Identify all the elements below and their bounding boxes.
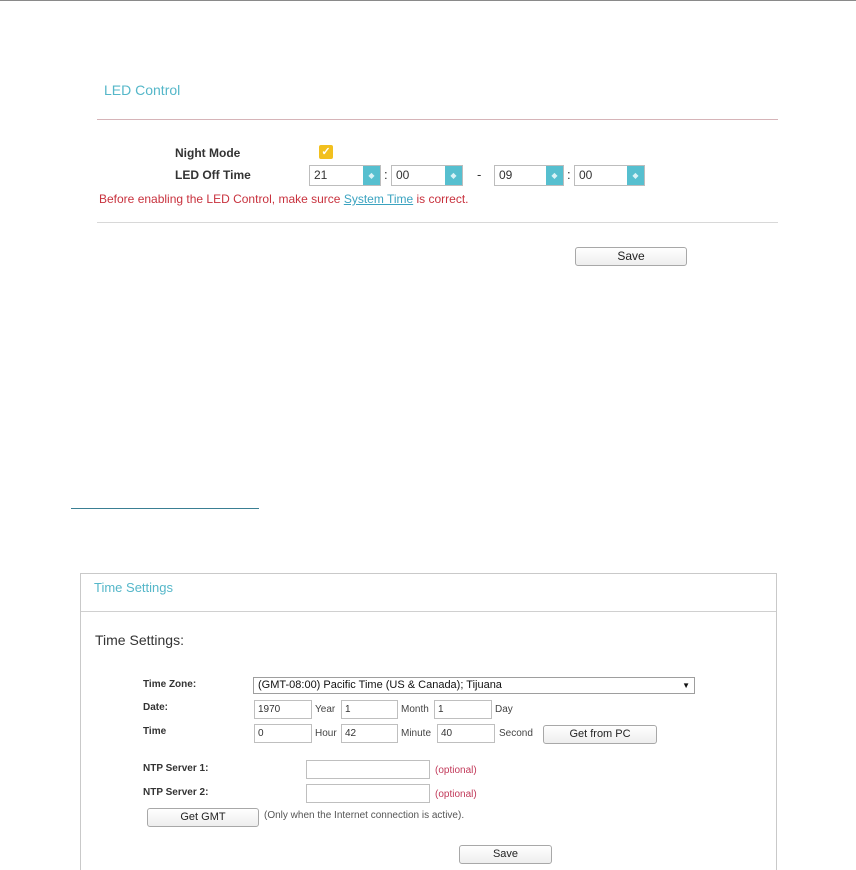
time-settings-title: Time Settings [94,580,173,595]
start-minute-value: 00 [396,168,410,182]
stepper-arrows-icon[interactable]: ◆ [627,166,644,185]
get-from-pc-button[interactable]: Get from PC [543,725,657,744]
time-settings-heading: Time Settings: [95,632,184,648]
optional-hint: (optional) [435,789,477,800]
start-hour-value: 21 [314,168,328,182]
end-hour-value: 09 [499,168,513,182]
second-field[interactable]: 40 [437,724,495,743]
time-colon: : [567,167,571,182]
ntp-server-1-input[interactable] [306,760,430,779]
optional-hint: (optional) [435,765,477,776]
led-save-button[interactable]: Save [575,247,687,266]
time-zone-label: Time Zone: [143,679,197,690]
date-label: Date: [143,702,169,713]
night-mode-label: Night Mode [175,146,241,160]
led-control-title: LED Control [104,82,181,98]
range-dash: - [477,167,482,182]
time-zone-select[interactable] [253,677,695,694]
ntp-server-1-label: NTP Server 1: [143,763,209,774]
end-minute-stepper[interactable] [574,165,645,186]
minute-field[interactable]: 42 [341,724,398,743]
stepper-arrows-icon[interactable]: ◆ [546,166,563,185]
dropdown-arrow-icon: ▼ [682,681,690,690]
warning-text-before: Before enabling the LED Control, make surce [99,192,344,206]
start-minute-stepper[interactable] [391,165,463,186]
hour-unit: Hour [315,728,337,739]
led-off-time-label: LED Off Time [175,168,251,182]
second-unit: Second [499,728,533,739]
day-unit: Day [495,704,513,715]
end-hour-stepper[interactable] [494,165,564,186]
time-save-button[interactable]: Save [459,845,552,864]
warning-text-after: is correct. [413,192,469,206]
divider [97,119,778,120]
day-field[interactable]: 1 [434,700,492,719]
divider [81,611,776,612]
link-underline [71,508,259,509]
year-field[interactable]: 1970 [254,700,312,719]
end-minute-value: 00 [579,168,593,182]
checkmark-icon: ✓ [321,146,331,158]
time-colon: : [384,167,388,182]
hour-field[interactable]: 0 [254,724,312,743]
time-zone-value: (GMT-08:00) Pacific Time (US & Canada); Tijuana [258,679,502,691]
ntp-server-2-label: NTP Server 2: [143,787,209,798]
top-rule [0,0,856,1]
year-unit: Year [315,704,336,715]
stepper-arrows-icon[interactable]: ◆ [363,166,380,185]
night-mode-checkbox[interactable] [319,145,333,159]
time-label: Time [143,726,167,737]
gmt-note: (Only when the Internet connection is active). [264,810,465,821]
ntp-server-2-input[interactable] [306,784,430,803]
system-time-link[interactable]: System Time [343,192,414,206]
month-unit: Month [401,704,429,715]
start-hour-stepper[interactable] [309,165,381,186]
divider [97,222,778,223]
month-field[interactable]: 1 [341,700,398,719]
stepper-arrows-icon[interactable]: ◆ [445,166,462,185]
minute-unit: Minute [401,728,432,739]
led-warning-text [99,192,469,206]
get-gmt-button[interactable]: Get GMT [147,808,259,827]
